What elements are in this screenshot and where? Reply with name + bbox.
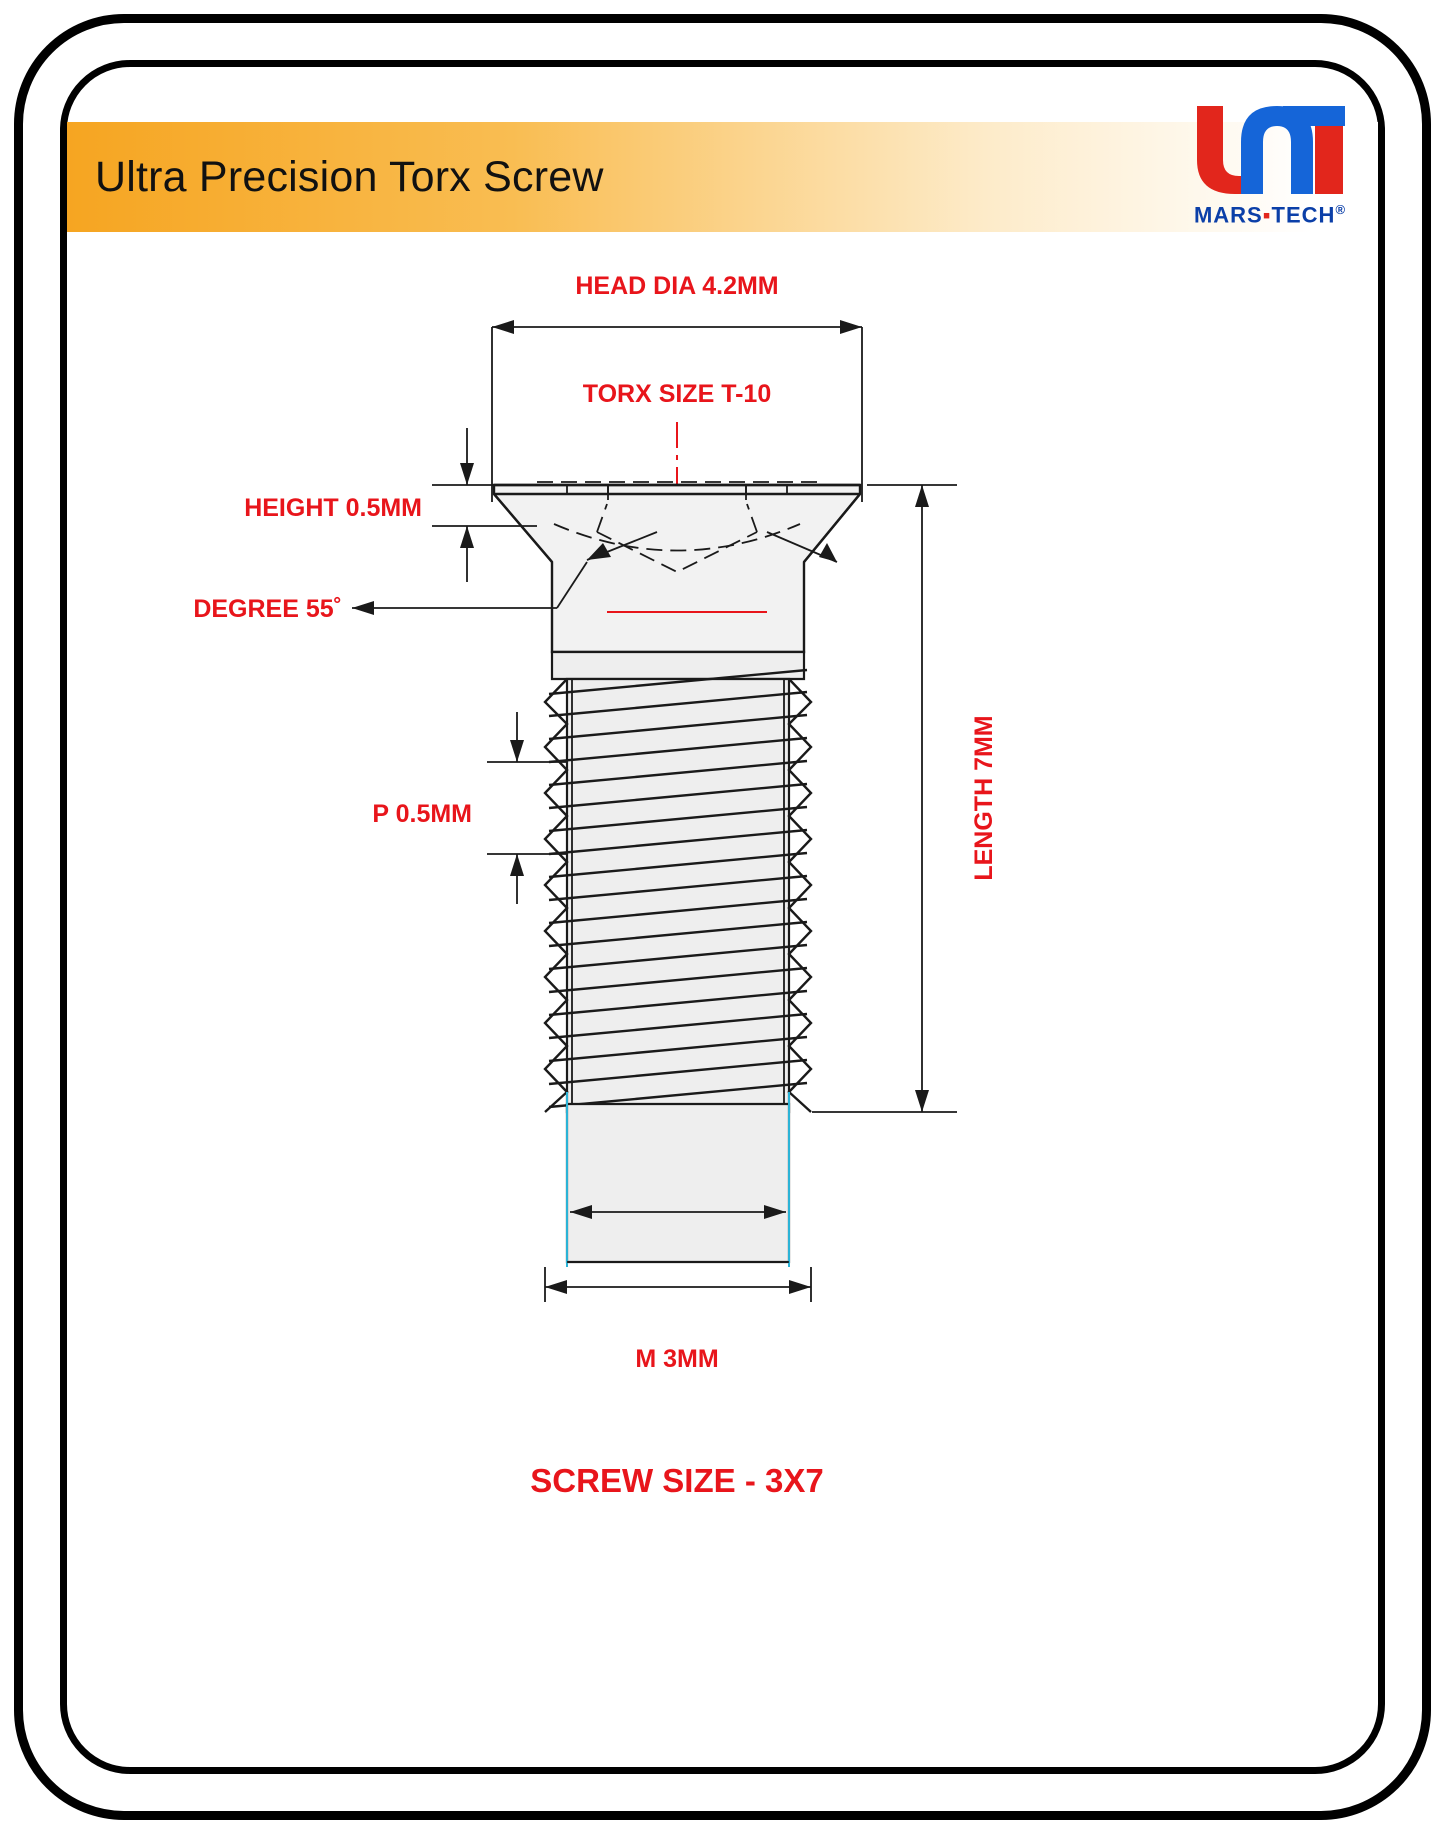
brand-logo (1175, 98, 1365, 243)
dim-thread-size (545, 1267, 811, 1373)
mars-tech-mark-icon (1183, 98, 1358, 198)
label-head-dia: HEAD DIA 4.2MM (575, 272, 779, 300)
dim-length (812, 485, 998, 1112)
label-pitch: P 0.5MM (372, 800, 472, 828)
registered-mark: ® (1335, 202, 1347, 217)
logo-dot-icon: ▪ (1262, 202, 1272, 228)
logo-word-mars: MARS (1193, 202, 1263, 228)
dim-pitch (372, 712, 567, 904)
page-title: Ultra Precision Torx Screw (95, 152, 604, 201)
screw-thread-shank (545, 670, 811, 1112)
logo-wordmark (1175, 202, 1365, 228)
screw-size-caption: SCREW SIZE - 3X7 (530, 1462, 824, 1499)
screw-tip-section (567, 1092, 789, 1267)
label-torx-size: TORX SIZE T-10 (582, 380, 772, 408)
label-length: LENGTH 7MM (970, 715, 998, 881)
dim-head-height (244, 428, 537, 582)
label-head-angle: DEGREE 55˚ (193, 595, 342, 623)
screw-head (494, 482, 860, 679)
logo-svg (1183, 98, 1358, 198)
logo-word-tech: TECH (1271, 202, 1336, 228)
label-head-height: HEIGHT 0.5MM (244, 494, 422, 522)
technical-drawing (67, 232, 1378, 1772)
label-thread-size: M 3MM (635, 1345, 719, 1373)
